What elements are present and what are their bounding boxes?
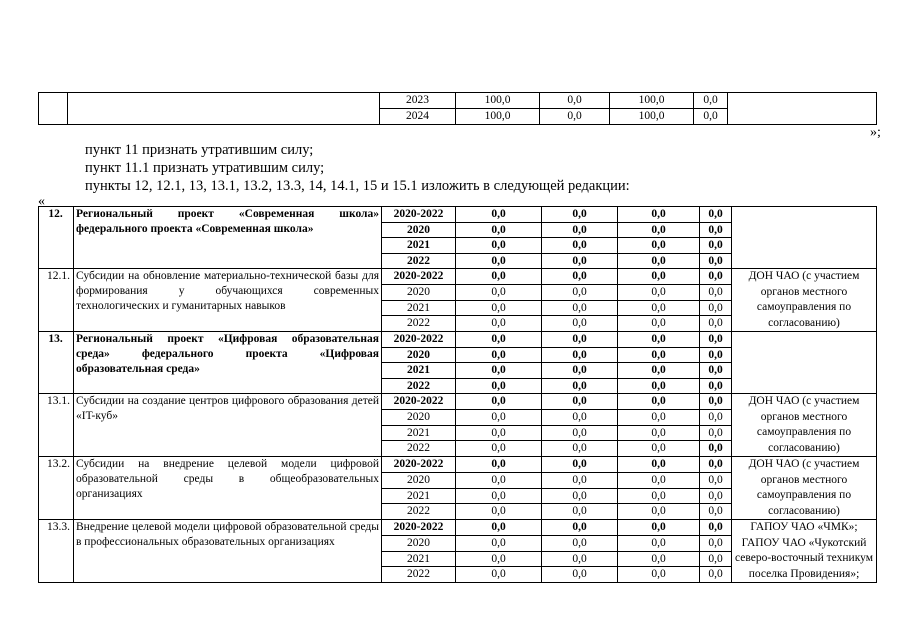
cell-regional: 0,0 [618,222,700,238]
table-row [39,332,877,348]
cell-total: 100,0 [456,93,540,109]
cell-total: 0,0 [456,363,542,379]
item-executor: ДОН ЧАО (с участием органов местного самоуправления по согласованию) [732,457,877,520]
cell-regional: 0,0 [618,284,700,300]
cell-local: 0,0 [700,425,732,441]
cell-year: 2022 [382,253,456,269]
cell-total: 100,0 [456,109,540,125]
cell-year: 2022 [382,316,456,332]
item-executor: ДОН ЧАО (с участием органов местного самоуправления по согласованию) [732,269,877,332]
cell-regional: 0,0 [618,316,700,332]
cell-year: 2023 [380,93,456,109]
cell-year: 2021 [382,363,456,379]
top-table [38,92,877,125]
item-executor [732,332,877,394]
cell-regional: 0,0 [618,363,700,379]
top-index-cell [39,93,68,125]
cell-federal: 0,0 [542,238,618,254]
cell-total: 0,0 [456,332,542,348]
cell-regional: 0,0 [618,535,700,551]
cell-local: 0,0 [700,409,732,425]
closing-quote: »; [870,125,881,140]
cell-federal: 0,0 [542,332,618,348]
table-row [39,269,877,285]
cell-federal: 0,0 [542,425,618,441]
cell-regional: 0,0 [618,378,700,394]
cell-regional: 0,0 [618,425,700,441]
cell-federal: 0,0 [542,222,618,238]
cell-total: 0,0 [456,238,542,254]
item-index: 13.3. [39,520,74,583]
cell-total: 0,0 [456,472,542,488]
cell-regional: 0,0 [618,472,700,488]
cell-federal: 0,0 [542,457,618,473]
cell-regional: 0,0 [618,457,700,473]
cell-regional: 0,0 [618,567,700,583]
cell-total: 0,0 [456,394,542,410]
cell-year: 2022 [382,567,456,583]
cell-federal: 0,0 [542,472,618,488]
cell-federal: 0,0 [542,253,618,269]
cell-local: 0,0 [700,300,732,316]
cell-regional: 100,0 [610,109,694,125]
cell-year: 2020-2022 [382,457,456,473]
cell-regional: 0,0 [618,504,700,520]
cell-regional: 0,0 [618,347,700,363]
cell-local: 0,0 [700,457,732,473]
cell-regional: 0,0 [618,488,700,504]
cell-year: 2020-2022 [382,207,456,223]
cell-federal: 0,0 [542,363,618,379]
cell-federal: 0,0 [542,207,618,223]
cell-year: 2021 [382,300,456,316]
cell-year: 2020-2022 [382,332,456,348]
cell-total: 0,0 [456,520,542,536]
cell-federal: 0,0 [542,378,618,394]
cell-year: 2020-2022 [382,520,456,536]
item-index: 13.1. [39,394,74,457]
cell-local: 0,0 [700,238,732,254]
table-row [39,520,877,536]
cell-regional: 0,0 [618,207,700,223]
item-executor: ГАПОУ ЧАО «ЧМК»; ГАПОУ ЧАО «Чукотский северо-восточный техникум поселка Провидения»; [732,520,877,583]
item-name: Региональный проект «Современная школа» федерального проекта «Современная школа» [74,207,382,269]
top-executor-cell [728,93,877,125]
cell-year: 2020 [382,409,456,425]
cell-regional: 100,0 [610,93,694,109]
cell-regional: 0,0 [618,441,700,457]
cell-federal: 0,0 [542,300,618,316]
cell-local: 0,0 [700,520,732,536]
top-name-cell [68,93,380,125]
cell-local: 0,0 [700,316,732,332]
cell-total: 0,0 [456,409,542,425]
opening-quote: « [38,194,45,209]
cell-local: 0,0 [700,504,732,520]
cell-year: 2020-2022 [382,394,456,410]
cell-federal: 0,0 [542,567,618,583]
cell-local: 0,0 [700,332,732,348]
cell-local: 0,0 [694,109,728,125]
cell-regional: 0,0 [618,269,700,285]
item-executor [732,207,877,269]
main-table [38,206,877,583]
cell-regional: 0,0 [618,253,700,269]
cell-year: 2020-2022 [382,269,456,285]
cell-total: 0,0 [456,207,542,223]
cell-federal: 0,0 [542,488,618,504]
item-name: Субсидии на обновление материально-технической базы для формирования у обучающихся современных технологических и гуманитарных навыков [74,269,382,332]
cell-year: 2021 [382,551,456,567]
paragraph-2: пункт 11.1 признать утратившим силу; [85,160,325,176]
cell-local: 0,0 [700,222,732,238]
cell-total: 0,0 [456,222,542,238]
cell-local: 0,0 [700,441,732,457]
cell-regional: 0,0 [618,238,700,254]
cell-federal: 0,0 [542,347,618,363]
item-name: Внедрение целевой модели цифровой образовательной среды в профессиональных образовательных организациях [74,520,382,583]
cell-total: 0,0 [456,457,542,473]
cell-local: 0,0 [700,567,732,583]
paragraph-1: пункт 11 признать утратившим силу; [85,142,314,158]
item-index: 13.2. [39,457,74,520]
cell-total: 0,0 [456,504,542,520]
item-index: 12. [39,207,74,269]
paragraph-3: пункты 12, 12.1, 13, 13.1, 13.2, 13.3, 14, 14.1, 15 и 15.1 изложить в следующей редакции: [85,178,630,194]
item-name: Субсидии на создание центров цифрового образования детей «IT-куб» [74,394,382,457]
cell-total: 0,0 [456,253,542,269]
item-index: 12.1. [39,269,74,332]
cell-year: 2021 [382,488,456,504]
cell-regional: 0,0 [618,551,700,567]
cell-year: 2022 [382,378,456,394]
cell-local: 0,0 [694,93,728,109]
cell-local: 0,0 [700,551,732,567]
cell-regional: 0,0 [618,409,700,425]
cell-regional: 0,0 [618,394,700,410]
cell-federal: 0,0 [540,109,610,125]
top-table-row [39,93,877,109]
cell-federal: 0,0 [542,535,618,551]
cell-total: 0,0 [456,300,542,316]
cell-regional: 0,0 [618,332,700,348]
cell-federal: 0,0 [542,316,618,332]
cell-local: 0,0 [700,347,732,363]
cell-year: 2024 [380,109,456,125]
cell-federal: 0,0 [542,504,618,520]
cell-total: 0,0 [456,316,542,332]
item-name: Субсидии на внедрение целевой модели цифровой образовательной среды в общеобразовательных организациях [74,457,382,520]
cell-total: 0,0 [456,425,542,441]
cell-total: 0,0 [456,378,542,394]
cell-year: 2022 [382,504,456,520]
cell-regional: 0,0 [618,300,700,316]
cell-local: 0,0 [700,472,732,488]
cell-local: 0,0 [700,253,732,269]
cell-year: 2020 [382,472,456,488]
item-name: Региональный проект «Цифровая образовательная среда» федерального проекта «Цифровая образовательная среда» [74,332,382,394]
cell-total: 0,0 [456,535,542,551]
cell-local: 0,0 [700,394,732,410]
cell-local: 0,0 [700,378,732,394]
cell-local: 0,0 [700,488,732,504]
cell-local: 0,0 [700,535,732,551]
cell-total: 0,0 [456,488,542,504]
cell-local: 0,0 [700,284,732,300]
cell-total: 0,0 [456,441,542,457]
cell-total: 0,0 [456,567,542,583]
cell-year: 2020 [382,284,456,300]
cell-year: 2022 [382,441,456,457]
cell-year: 2021 [382,425,456,441]
cell-year: 2021 [382,238,456,254]
cell-total: 0,0 [456,284,542,300]
cell-year: 2020 [382,222,456,238]
item-executor: ДОН ЧАО (с участием органов местного самоуправления по согласованию) [732,394,877,457]
cell-regional: 0,0 [618,520,700,536]
cell-federal: 0,0 [542,269,618,285]
cell-year: 2020 [382,535,456,551]
cell-federal: 0,0 [542,409,618,425]
cell-total: 0,0 [456,551,542,567]
cell-federal: 0,0 [540,93,610,109]
cell-local: 0,0 [700,269,732,285]
cell-year: 2020 [382,347,456,363]
table-row [39,207,877,223]
cell-total: 0,0 [456,269,542,285]
cell-federal: 0,0 [542,551,618,567]
cell-federal: 0,0 [542,284,618,300]
table-row [39,457,877,473]
item-index: 13. [39,332,74,394]
cell-local: 0,0 [700,207,732,223]
cell-local: 0,0 [700,363,732,379]
cell-federal: 0,0 [542,394,618,410]
cell-federal: 0,0 [542,441,618,457]
table-row [39,394,877,410]
cell-federal: 0,0 [542,520,618,536]
cell-total: 0,0 [456,347,542,363]
